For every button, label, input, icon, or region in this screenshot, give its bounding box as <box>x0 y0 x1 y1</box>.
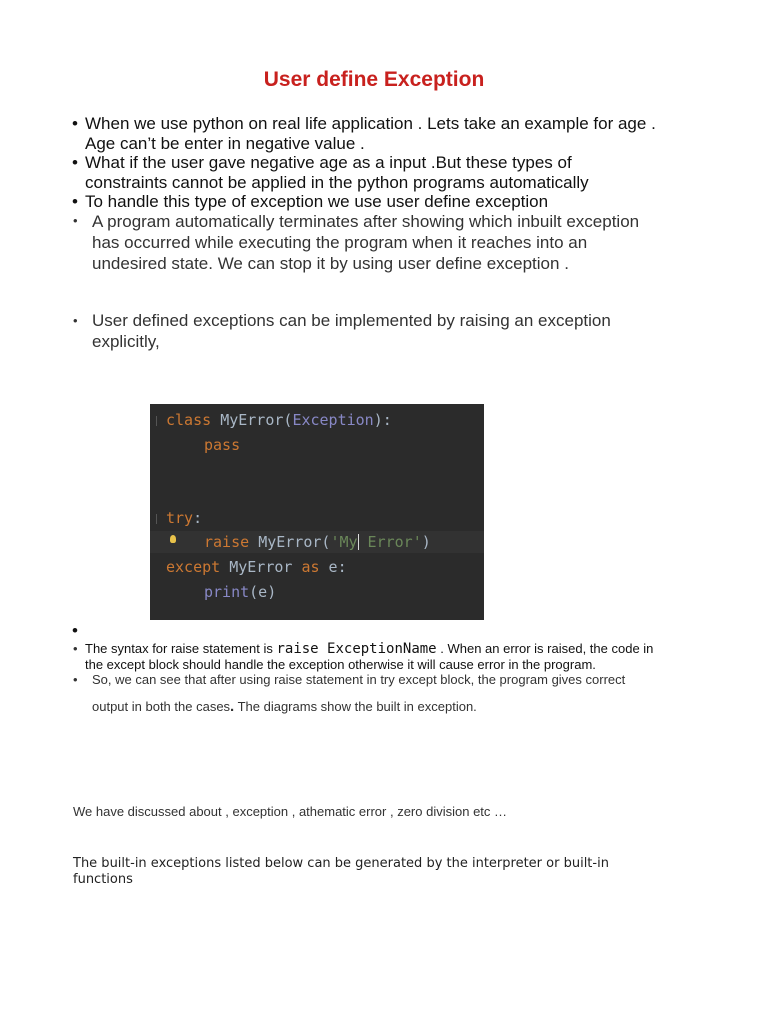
bullet-text: Age can’t be enter in negative value . <box>85 134 365 153</box>
bullet-text: To handle this type of exception we use user define exception <box>85 192 549 211</box>
bullet-dot: • <box>73 641 78 656</box>
code-line: raise MyError('My Error') <box>204 533 431 551</box>
explanation-text: So, we can see that after using raise statement in try except block, the program gives correct <box>92 672 626 687</box>
code-line: print(e) <box>204 583 277 601</box>
bullet-text: When we use python on real life application . Lets take an example for age . <box>85 114 656 133</box>
syntax-text: The syntax for raise statement is raise ExceptionName . When an error is raised, the code in <box>85 641 654 657</box>
bullet-text: explicitly, <box>92 332 160 351</box>
explanation-text: output in both the cases. The diagrams show the built in exception. <box>92 698 477 715</box>
bullet-dot: • <box>72 114 78 133</box>
bullet-dot: • <box>73 672 78 687</box>
fold-marker-icon <box>156 514 161 524</box>
code-line: pass <box>204 436 241 454</box>
bullet-dot: • <box>72 621 78 640</box>
code-line: try: <box>166 509 203 527</box>
code-line: class MyError(Exception): <box>166 411 392 429</box>
page-title: User define Exception <box>263 68 485 91</box>
builtin-line: The built-in exceptions listed below can be generated by the interpreter or built-in <box>73 856 609 871</box>
builtin-intro-text <box>73 856 609 888</box>
bullet-text: A program automatically terminates after showing which inbuilt exception <box>92 212 640 231</box>
bullet-text: undesired state. We can stop it by using user define exception . <box>92 254 569 273</box>
bullet-text: What if the user gave negative age as a input .But these types of <box>85 153 572 172</box>
bullet-text: User defined exceptions can be implemented by raising an exception <box>92 311 611 330</box>
bullet-dot: • <box>72 192 78 211</box>
bullet-text: has occurred while executing the program when it reaches into an <box>92 233 588 252</box>
discussed-text: We have discussed about , exception , athematic error , zero division etc … <box>73 804 508 819</box>
bullet-dot: • <box>72 153 78 172</box>
bullet-dot: • <box>73 213 78 228</box>
fold-marker-icon <box>156 416 161 426</box>
lightbulb-icon <box>170 535 176 543</box>
bullet-text: constraints cannot be applied in the python programs automatically <box>85 173 589 192</box>
code-line: except MyError as e: <box>166 558 347 576</box>
code-screenshot <box>150 404 484 620</box>
syntax-text: the except block should handle the exception otherwise it will cause error in the program. <box>85 657 596 672</box>
bullet-dot: • <box>73 313 78 328</box>
builtin-line: functions <box>73 872 133 887</box>
